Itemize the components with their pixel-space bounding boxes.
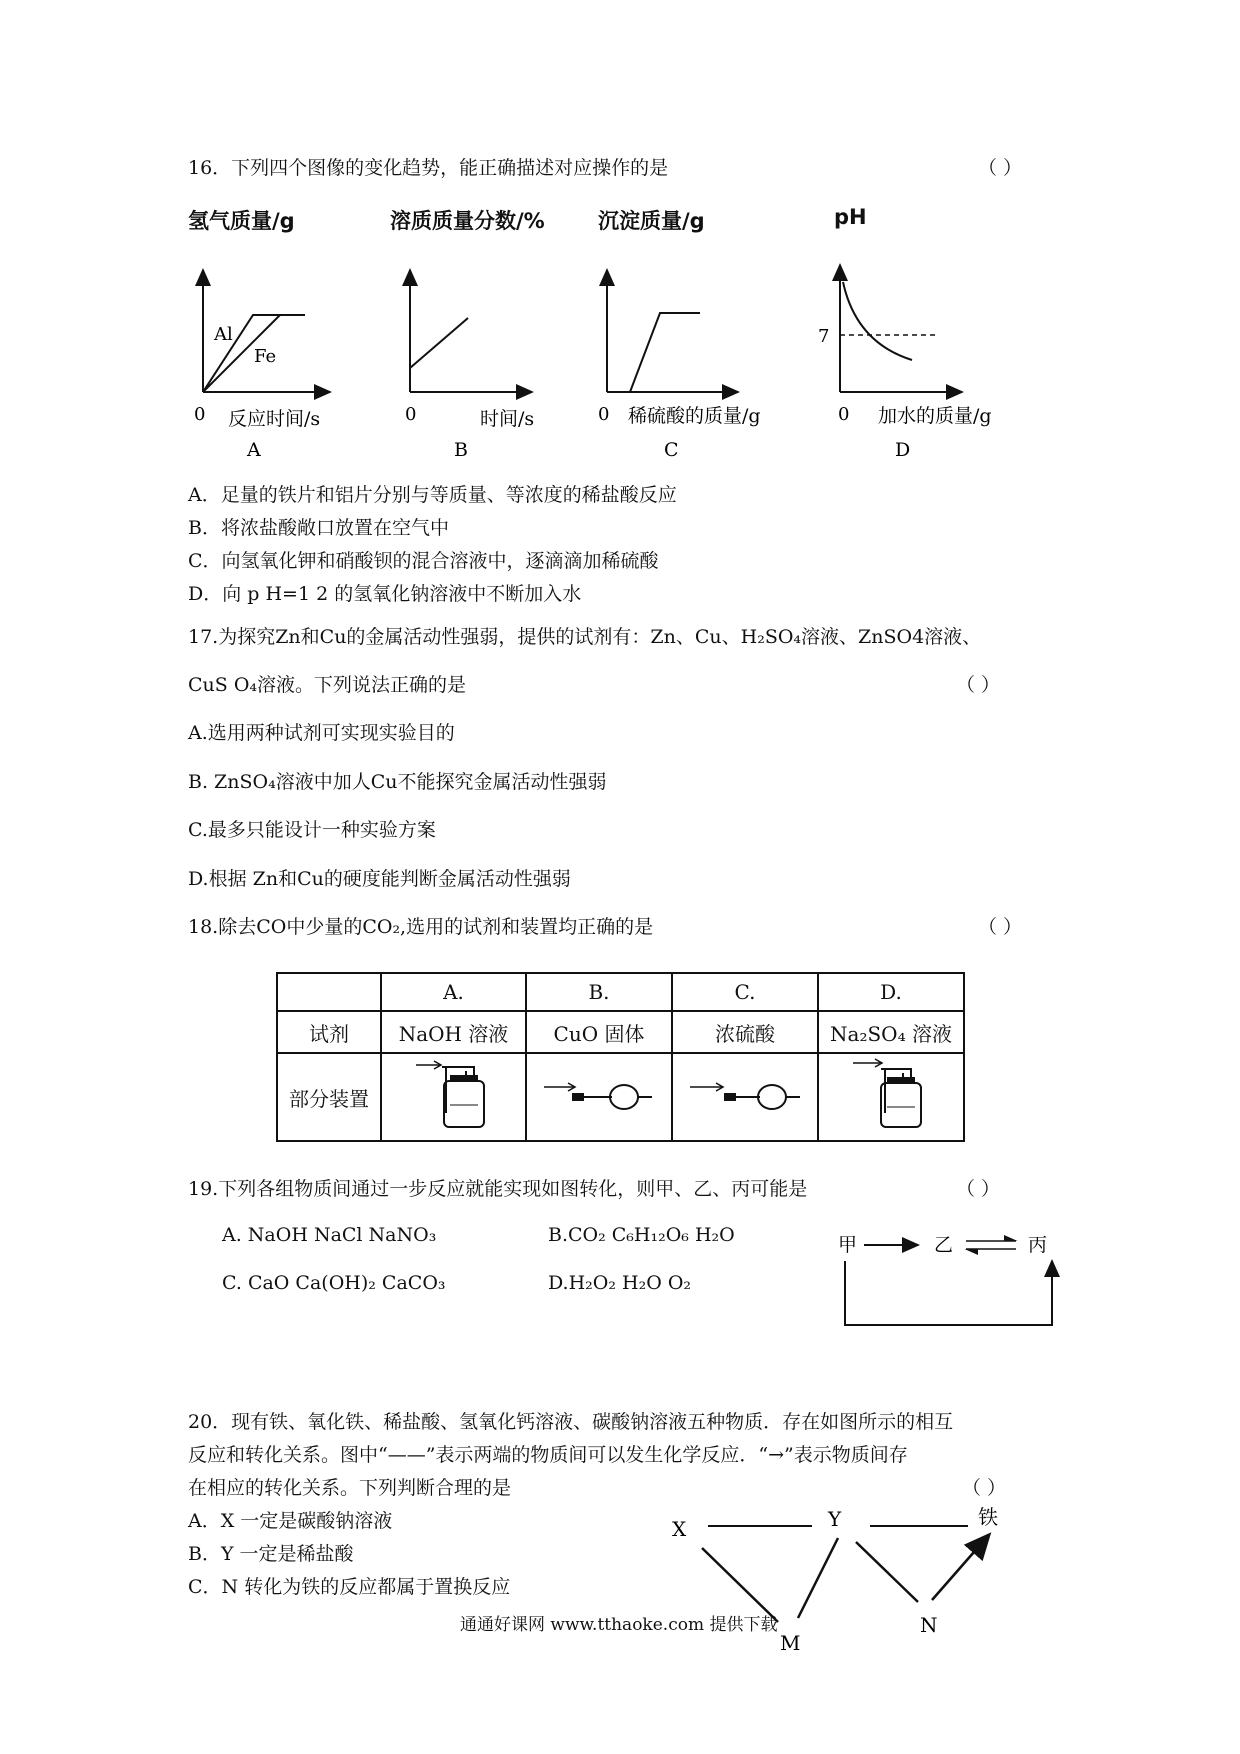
chart-c: [598, 270, 761, 461]
q17-option-a: A.选用两种试剂可实现实验目的: [188, 722, 455, 744]
gas-washing-bottle-icon: [394, 1055, 514, 1135]
chart-a-letter: A: [247, 439, 261, 461]
chart-c-xlabel: 稀硫酸的质量/g: [628, 405, 761, 427]
chart-d-origin: 0: [838, 404, 850, 425]
q19-diagram: [830, 1225, 1070, 1335]
q17-option-b: B. ZnSO₄溶液中加人Cu不能探究金属活动性强弱: [188, 771, 607, 793]
series-d: [843, 282, 912, 360]
q19-option-b: B.CO₂ C₆H₁₂O₆ H₂O: [548, 1224, 735, 1246]
node-bing: 丙: [1028, 1234, 1048, 1256]
series-fe-label: Fe: [254, 346, 277, 367]
q18-table: [276, 972, 965, 1142]
table-header-b: B.: [526, 973, 672, 1011]
chart-a-ylabel: 氢气质量/g: [188, 209, 295, 233]
q16-charts: [0, 250, 1240, 500]
q19-option-a: A. NaOH NaCl NaNO₃: [222, 1224, 437, 1246]
chart-d-letter: D: [895, 439, 911, 461]
chart-d-ylabel: pH: [834, 205, 867, 229]
q20-stem-line1: 20．现有铁、氧化铁、稀盐酸、氢氧化钙溶液、碳酸钠溶液五种物质．存在如图所示的相互: [188, 1411, 954, 1433]
chart-d-xlabel: 加水的质量/g: [878, 405, 992, 427]
node-x: X: [672, 1517, 687, 1541]
table-corner: [277, 973, 381, 1011]
chart-a: [194, 270, 330, 461]
q16-option-c: C．向氢氧化钾和硝酸钡的混合溶液中，逐滴滴加稀硫酸: [188, 550, 659, 572]
q17-stem-line1: 17.为探究Zn和Cu的金属活动性强弱，提供的试剂有：Zn、Cu、H₂SO₄溶液、ZnSO4溶液、: [188, 626, 982, 648]
q19-option-d: D.H₂O₂ H₂O O₂: [548, 1272, 692, 1294]
q20-option-c: C．N 转化为铁的反应都属于置换反应: [188, 1576, 511, 1598]
chart-a-origin: 0: [194, 404, 206, 425]
reagent-c: 浓硫酸: [672, 1011, 818, 1053]
apparatus-a: [381, 1053, 526, 1141]
chart-b-letter: B: [454, 439, 468, 461]
q16-stem: 16．下列四个图像的变化趋势，能正确描述对应操作的是: [188, 157, 669, 179]
q20-diagram: [660, 1500, 1020, 1670]
q17-option-d: D.根据 Zn和Cu的硬度能判断金属活动性强弱: [188, 868, 571, 890]
table-row-label-apparatus: 部分装置: [277, 1053, 381, 1141]
chart-b-origin: 0: [405, 404, 417, 425]
q17-option-c: C.最多只能设计一种实验方案: [188, 819, 436, 841]
q16-option-b: B．将浓盐酸敞口放置在空气中: [188, 517, 449, 539]
gas-washing-bottle-icon: [831, 1055, 951, 1135]
node-yi: 乙: [934, 1234, 954, 1256]
q19-answer-paren: （ ）: [956, 1178, 1001, 1200]
q17-answer-paren: （ ）: [956, 674, 1001, 696]
node-m: M: [780, 1631, 801, 1655]
drying-tube-icon: [680, 1065, 810, 1125]
reagent-d: Na₂SO₄ 溶液: [818, 1011, 964, 1053]
chart-d: [818, 265, 992, 461]
table-header-d: D.: [818, 973, 964, 1011]
q19-stem: 19.下列各组物质间通过一步反应就能实现如图转化，则甲、乙、丙可能是: [188, 1178, 808, 1200]
series-c: [630, 313, 700, 392]
q19-option-c: C. CaO Ca(OH)₂ CaCO₃: [222, 1272, 446, 1294]
table-header-a: A.: [381, 973, 526, 1011]
chart-b: [405, 270, 534, 461]
node-iron: 铁: [978, 1505, 998, 1529]
drying-tube-icon: [534, 1065, 664, 1125]
chart-a-xlabel: 反应时间/s: [228, 408, 321, 430]
node-n: N: [920, 1613, 938, 1637]
chart-b-xlabel: 时间/s: [480, 408, 535, 430]
q17-stem-line2: CuS O₄溶液。下列说法正确的是: [188, 674, 467, 696]
q18-stem: 18.除去CO中少量的CO₂,选用的试剂和装置均正确的是: [188, 916, 654, 938]
chart-d-ytick: 7: [818, 326, 830, 347]
chart-c-letter: C: [664, 439, 679, 461]
apparatus-b: [526, 1053, 672, 1141]
q20-stem-line3: 在相应的转化关系。下列判断合理的是: [188, 1477, 512, 1499]
q20-answer-paren: （ ）: [962, 1477, 1007, 1499]
q20-option-a: A．X 一定是碳酸钠溶液: [188, 1510, 393, 1532]
node-y: Y: [828, 1507, 842, 1531]
chart-b-ylabel: 溶质质量分数/%: [390, 209, 545, 233]
q16-answer-paren: （ ）: [978, 157, 1023, 179]
apparatus-d: [818, 1053, 964, 1141]
chart-c-ylabel: 沉淀质量/g: [598, 209, 705, 233]
chart-c-origin: 0: [598, 404, 610, 425]
q20-stem-line2: 反应和转化关系。图中“——”表示两端的物质间可以发生化学反应．“→”表示物质间存: [188, 1444, 908, 1466]
apparatus-c: [672, 1053, 818, 1141]
series-b: [410, 318, 468, 368]
reagent-a: NaOH 溶液: [381, 1011, 526, 1053]
table-row-label-reagent: 试剂: [277, 1011, 381, 1053]
footer-source: 通通好课网 www.tthaoke.com 提供下载: [460, 1615, 778, 1635]
q18-answer-paren: （ ）: [978, 916, 1023, 938]
q20-option-b: B．Y 一定是稀盐酸: [188, 1543, 354, 1565]
node-jia: 甲: [838, 1234, 858, 1256]
table-header-c: C.: [672, 973, 818, 1011]
reagent-b: CuO 固体: [526, 1011, 672, 1053]
series-al-label: Al: [214, 324, 233, 345]
q16-option-a: A．足量的铁片和铝片分别与等质量、等浓度的稀盐酸反应: [188, 484, 677, 506]
q16-option-d: D．向 p H=1 2 的氢氧化钠溶液中不断加入水: [188, 583, 582, 605]
